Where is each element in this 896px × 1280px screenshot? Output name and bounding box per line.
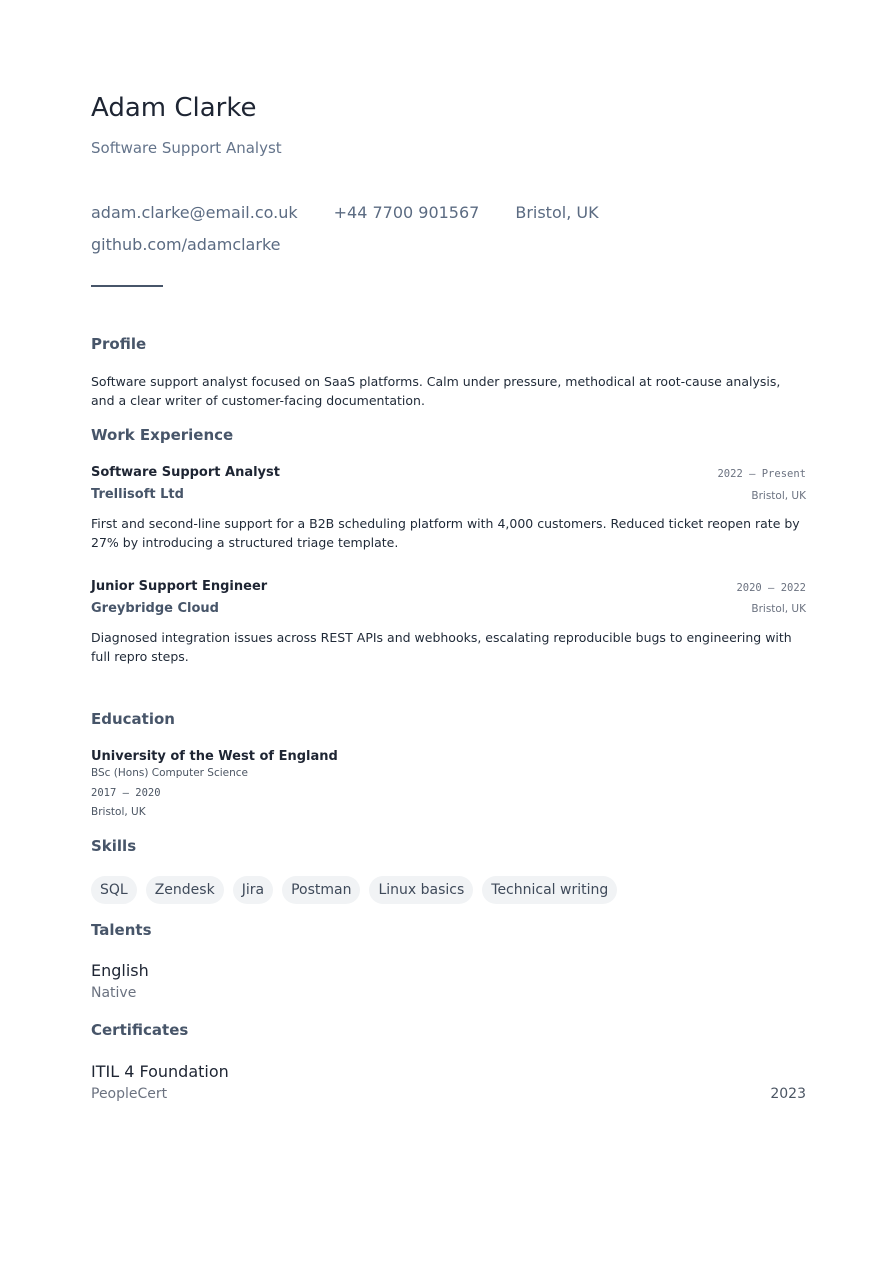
skills-heading: Skills — [91, 837, 137, 855]
job-dates: 2020 — 2022 — [736, 582, 806, 594]
email-link[interactable]: adam.clarke@email.co.uk — [91, 203, 298, 222]
education-dates: 2017 — 2020 — [91, 787, 161, 799]
job-location: Bristol, UK — [751, 490, 806, 502]
skill-chip: SQL — [91, 876, 137, 904]
education-heading: Education — [91, 710, 175, 728]
header-divider — [91, 285, 163, 287]
talent-level: Native — [91, 985, 137, 1001]
certificate-year: 2023 — [770, 1086, 806, 1102]
education-school: University of the West of England — [91, 749, 338, 764]
job-title: Software Support Analyst — [91, 465, 280, 480]
certificates-heading: Certificates — [91, 1021, 189, 1039]
profile-heading: Profile — [91, 335, 147, 353]
talents-heading: Talents — [91, 921, 152, 939]
education-degree: BSc (Hons) Computer Science — [91, 767, 249, 779]
certificate-name: ITIL 4 Foundation — [91, 1062, 229, 1081]
skills-list — [91, 876, 617, 904]
certificate-issuer: PeopleCert — [91, 1086, 168, 1102]
candidate-name: Adam Clarke — [91, 93, 257, 123]
skill-chip: Linux basics — [369, 876, 473, 904]
skill-chip: Technical writing — [482, 876, 617, 904]
education-location: Bristol, UK — [91, 806, 146, 818]
job-company: Trellisoft Ltd — [91, 487, 184, 502]
job-location: Bristol, UK — [751, 603, 806, 615]
job-title: Junior Support Engineer — [91, 579, 268, 594]
job-company: Greybridge Cloud — [91, 601, 219, 616]
contact-info — [91, 197, 806, 261]
job-description: First and second-line support for a B2B scheduling platform with 4,000 customers. Reduced ticket reopen rate by 27% by introducing a structured triage template. — [91, 516, 800, 550]
talent-language: English — [91, 961, 149, 980]
skill-chip: Postman — [282, 876, 360, 904]
job-description: Diagnosed integration issues across REST APIs and webhooks, escalating reproducible bugs to engineering with full repro steps. — [91, 630, 792, 664]
phone-number[interactable]: +44 7700 901567 — [333, 203, 480, 222]
location-text: Bristol, UK — [515, 203, 599, 222]
skill-chip: Jira — [233, 876, 273, 904]
github-link[interactable]: github.com/adamclarke — [91, 235, 281, 254]
experience-heading: Work Experience — [91, 426, 234, 444]
profile-text: Software support analyst focused on SaaS platforms. Calm under pressure, methodical at root-cause analysis, and a clear writer of customer-facing documentation. — [91, 374, 781, 408]
candidate-title: Software Support Analyst — [91, 139, 282, 157]
job-dates: 2022 — Present — [717, 468, 806, 480]
skill-chip: Zendesk — [146, 876, 224, 904]
